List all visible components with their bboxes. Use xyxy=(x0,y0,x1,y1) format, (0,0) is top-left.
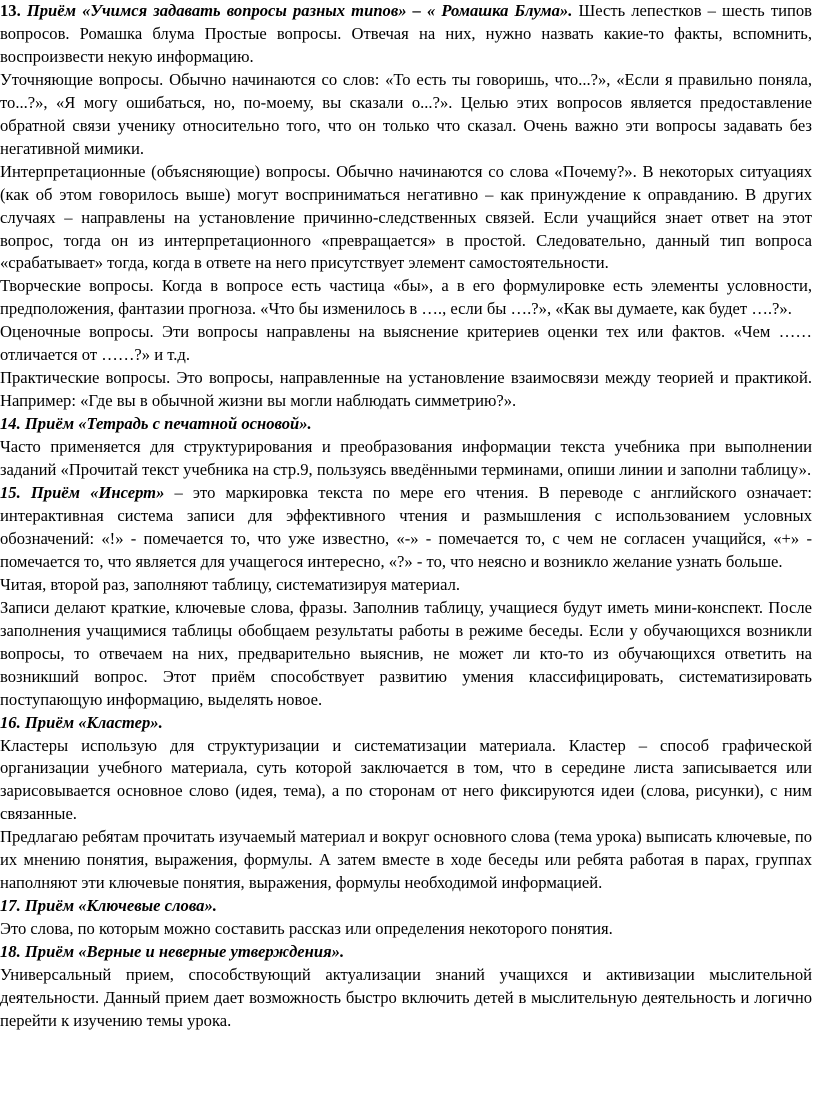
section-13-intro xyxy=(0,0,812,69)
section-16-paragraph-definition: Кластеры использую для структуризации и систематизации материала. Кластер – способ графической организации учебного материала, суть которой заключается в том, что в середине листа записывается или зарисовывается основное слово (идея, тема), а по сторонам от него фиксируются идеи (слова, рисунки), с ним связанные. xyxy=(0,735,812,824)
section-14-title: 14. Приём «Тетрадь с печатной основой». xyxy=(0,414,312,434)
section-13-paragraph-clarifying: Уточняющие вопросы. Обычно начинаются со слов: «То есть ты говоришь, что...?», «Если я правильно поняла, то...?», «Я могу ошибаться, но, по-моему, вы сказали о...?». Целью этих вопросов является предоставление обратной связи ученику относительно того, что он только что сказал. Очень важно эти вопросы задавать без негативной мимики. xyxy=(0,69,812,158)
section-13-paragraph-evaluative: Оценочные вопросы. Эти вопросы направлены на выяснение критериев оценки тех или фактов. «Чем …… отличается от ……?» и т.д. xyxy=(0,322,812,365)
section-18-paragraph: Универсальный прием, способствующий актуализации знаний учащихся и активизации мыслительной деятельности. Данный прием дает возможность быстро включить детей в мыслительную деятельность и логично перейти к изучению темы урока. xyxy=(0,965,812,1030)
section-17-paragraph: Это слова, по которым можно составить рассказ или определения некоторого понятия. xyxy=(0,919,613,939)
section-13-paragraph-practical: Практические вопросы. Это вопросы, направленные на установление взаимосвязи между теорией и практикой. Например: «Где вы в обычной жизни вы могли наблюдать симметрию?». xyxy=(0,368,812,411)
section-17-title: 17. Приём «Ключевые слова». xyxy=(0,896,217,916)
section-18-title: 18. Приём «Верные и неверные утверждения». xyxy=(0,942,345,962)
section-16-title: 16. Приём «Кластер». xyxy=(0,712,163,732)
section-13-intro-text: Шесть лепестков – шесть типов вопросов. Ромашка блума Простые вопросы. Отвечая на них, нужно назвать какие-то факты, вспомнить, воспроизвести некую информацию. xyxy=(0,1,812,66)
section-13-paragraph-creative: Творческие вопросы. Когда в вопросе есть частица «бы», а в его формулировке есть элементы условности, предположения, фантазии прогноза. «Что бы изменилось в …., если бы ….?», «Как вы думаете, как будет ….?». xyxy=(0,276,812,319)
section-13-paragraph-interpretive: Интерпретационные (объясняющие) вопросы. Обычно начинаются со слова «Почему?». В некоторых ситуациях (как об этом говорилось выше) могут восприниматься негативно – как принуждение к оправданию. В других случаях – направлены на установление причинно-следственных связей. Если учащийся знает ответ на этот вопрос, тогда он из интерпретационного «превращается» в простой. Следовательно, данный тип вопроса «срабатывает» тогда, когда в ответе на него присутствует элемент самостоятельности. xyxy=(0,161,812,273)
section-15-title: 15. Приём «Инсерт» xyxy=(0,483,165,503)
section-16-paragraph-method: Предлагаю ребятам прочитать изучаемый материал и вокруг основного слова (тема урока) выписать ключевые, по их мнению понятия, выражения, формулы. А затем вместе в ходе беседы или ребята работая в парах, группах наполняют эти ключевые понятия, выражения, формулы необходимой информацией. xyxy=(0,827,812,893)
section-15-paragraph-reading: Читая, второй раз, заполняют таблицу, систематизируя материал. xyxy=(0,574,461,594)
section-14-paragraph: Часто применяется для структурирования и преобразования информации текста учебника при выполнении заданий «Прочитай текст учебника на стр.9, пользуясь введёнными терминами, опиши линии и заполни таблицу». xyxy=(0,437,812,480)
section-13-number: 13. xyxy=(0,1,21,20)
section-13-title: Приём «Учимся задавать вопросы разных типов» – « Ромашка Блума». xyxy=(26,1,573,20)
section-15-paragraph-notes: Записи делают краткие, ключевые слова, фразы. Заполнив таблицу, учащиеся будут иметь мини-конспект. После заполнения учащимися таблицы обобщаем результаты работы в режиме беседы. Если у обучающихся возникли вопросы, то отвечаем на них, предварительно выяснив, не может ли кто-то из обучающихся ответить на возникший вопрос. Этот приём способствует развитию умения классифицировать, систематизировать поступающую информацию, выделять новое. xyxy=(0,597,812,709)
section-15-intro-text: – это маркировка текста по мере его чтения. В переводе с английского означает: интерактивная система записи для эффективного чтения и размышления с использованием условных обозначений: «!» - помечается то, что уже известно, «-» - помечается то, с чем не согласен учащийся, «+» - помечается то, что является для учащегося интересно, «?» - то, что неясно и возникло желание узнать больше. xyxy=(0,483,812,571)
section-15-intro xyxy=(0,482,812,574)
